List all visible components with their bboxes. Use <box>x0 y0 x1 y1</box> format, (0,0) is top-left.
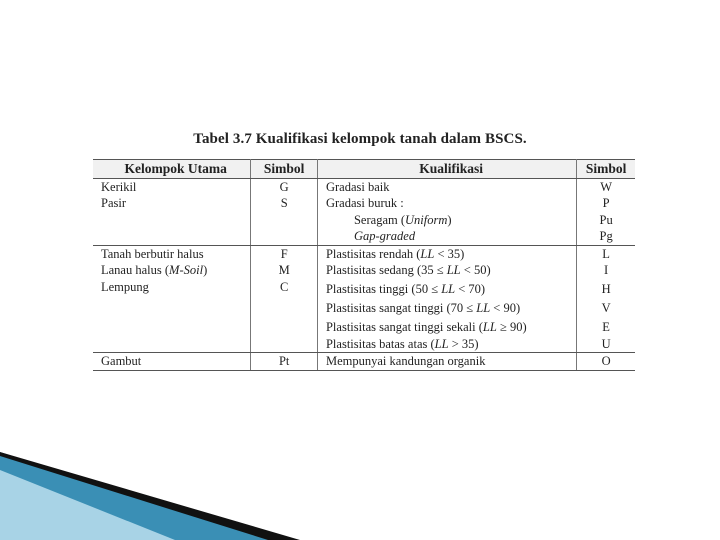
kualifikasi-plastisitas-batas-atas: Plastisitas batas atas (LL > 35) <box>325 336 479 351</box>
kualifikasi-organik: Mempunyai kandungan organik <box>317 353 576 371</box>
kualifikasi-gradasi-baik: Gradasi baik <box>325 179 390 194</box>
kelompok-tanah-berbutir-halus: Tanah berbutir halus <box>101 246 204 261</box>
header-simbol-2: Simbol <box>577 160 635 179</box>
kelompok-pasir: Pasir <box>101 196 126 210</box>
simbol2-i: I <box>604 263 609 277</box>
kualifikasi-plastisitas-sangat-tinggi-sekali: Plastisitas sangat tinggi sekali (LL ≥ 90) <box>325 320 527 334</box>
header-kualifikasi: Kualifikasi <box>317 160 576 179</box>
simbol2-o: O <box>577 353 635 371</box>
simbol2-p: P <box>602 196 610 210</box>
kualifikasi-gradasi-buruk: Gradasi buruk : <box>325 196 404 210</box>
kualifikasi-plastisitas-sedang: Plastisitas sedang (35 ≤ LL < 50) <box>325 263 491 277</box>
kualifikasi-seragam: Seragam (Uniform) <box>353 212 452 227</box>
kualifikasi-gap-graded: Gap-graded <box>353 229 416 243</box>
simbol2-e: E <box>602 320 610 334</box>
kualifikasi-plastisitas-sangat-tinggi: Plastisitas sangat tinggi (70 ≤ LL < 90) <box>325 301 521 315</box>
kelompok-lempung: Lempung <box>101 279 149 294</box>
simbol2-l: L <box>602 246 610 261</box>
simbol-s: S <box>280 196 288 210</box>
kelompok-kerikil: Kerikil <box>101 179 137 194</box>
simbol-pt: Pt <box>251 353 318 371</box>
simbol2-w: W <box>600 179 613 194</box>
kualifikasi-plastisitas-rendah: Plastisitas rendah (LL < 35) <box>325 246 465 261</box>
kelompok-gambut: Gambut <box>93 353 251 371</box>
simbol2-h: H <box>601 282 611 296</box>
kualifikasi-plastisitas-tinggi: Plastisitas tinggi (50 ≤ LL < 70) <box>325 282 486 296</box>
simbol2-v: V <box>601 301 611 315</box>
simbol2-pg: Pg <box>599 229 613 243</box>
simbol-f: F <box>280 246 288 261</box>
header-kelompok-utama: Kelompok Utama <box>93 160 251 179</box>
simbol-c: C <box>280 279 289 294</box>
simbol-g: G <box>279 179 289 194</box>
simbol2-u: U <box>601 336 611 351</box>
kelompok-lanau-halus: Lanau halus (M-Soil) <box>101 263 208 277</box>
header-simbol: Simbol <box>251 160 318 179</box>
simbol2-pu: Pu <box>599 212 613 227</box>
table-caption: Tabel 3.7 Kualifikasi kelompok tanah dalam BSCS. <box>193 131 527 147</box>
simbol-m: M <box>278 263 290 277</box>
